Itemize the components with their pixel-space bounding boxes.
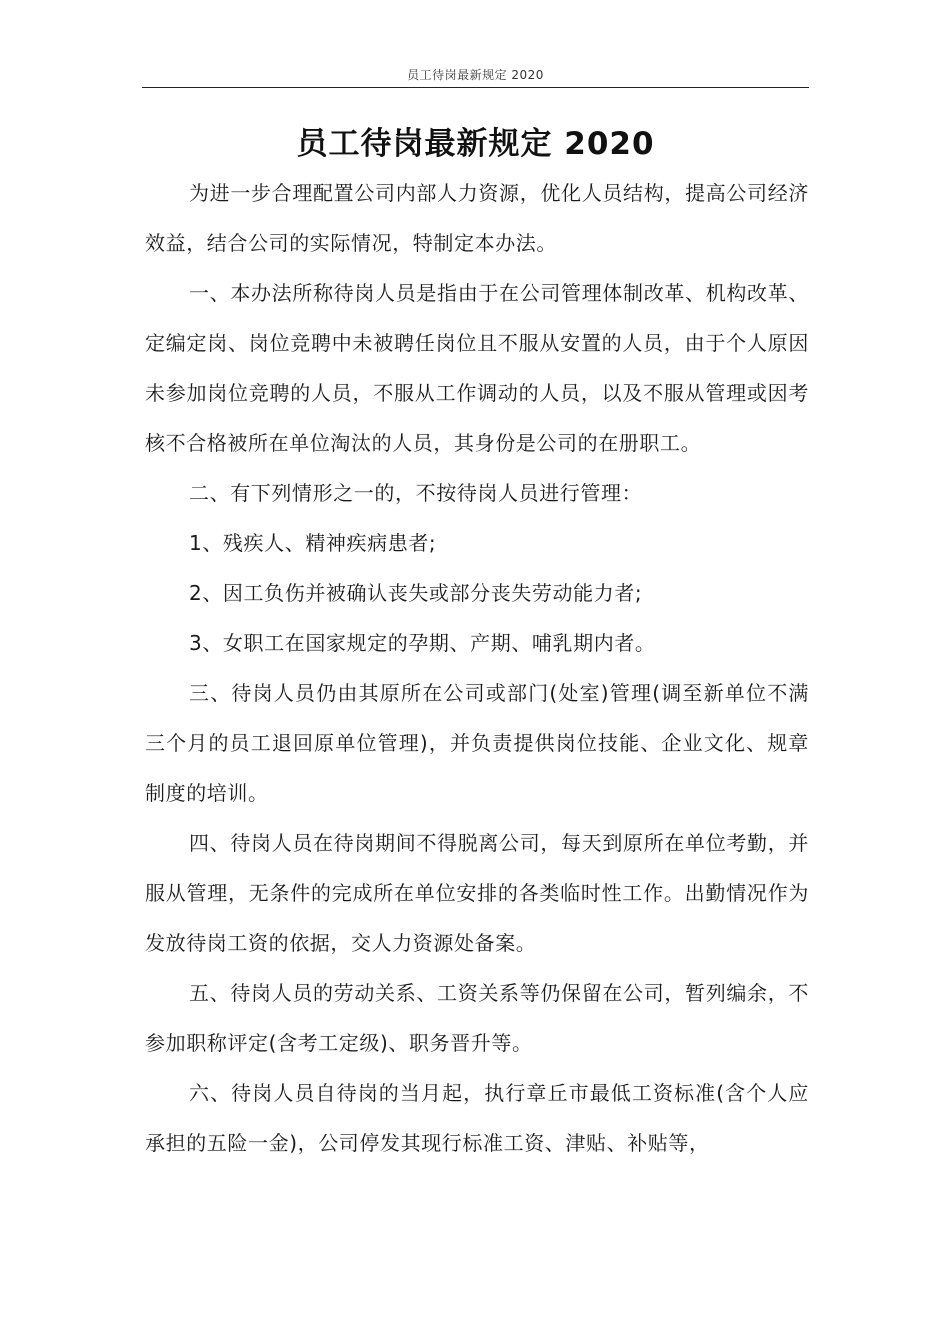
paragraph-article-6: 六、待岗人员自待岗的当月起，执行章丘市最低工资标准(含个人应承担的五险一金)，公司停发其现行标准工资、津贴、补贴等， (145, 1081, 809, 1155)
paragraph-article-2: 二、有下列情形之一的，不按待岗人员进行管理： (189, 481, 643, 505)
document-body (145, 168, 809, 1168)
paragraph-article-3: 三、待岗人员仍由其原所在公司或部门(处室)管理(调至新单位不满三个月的员工退回原单位管理)，并负责提供岗位技能、企业文化、规章制度的培训。 (145, 681, 809, 805)
list-item-exception-1: 1、残疾人、精神疾病患者; (189, 531, 437, 555)
paragraph-article-1: 一、本办法所称待岗人员是指由于在公司管理体制改革、机构改革、定编定岗、岗位竞聘中未被聘任岗位且不服从安置的人员，由于个人原因未参加岗位竞聘的人员，不服从工作调动的人员，以及不服从管理或因考核不合格被所在单位淘汰的人员，其身份是公司的在册职工。 (145, 281, 809, 455)
paragraph-article-5: 五、待岗人员的劳动关系、工资关系等仍保留在公司，暂列编余，不参加职称评定(含考工定级)、职务晋升等。 (145, 981, 809, 1055)
header-divider (142, 87, 809, 88)
paragraph-article-4: 四、待岗人员在待岗期间不得脱离公司，每天到原所在单位考勤，并服从管理，无条件的完成所在单位安排的各类临时性工作。出勤情况作为发放待岗工资的依据，交人力资源处备案。 (145, 831, 809, 955)
list-item-exception-2: 2、因工负伤并被确认丧失或部分丧失劳动能力者; (189, 581, 643, 605)
running-header: 员工待岗最新规定 2020 (407, 68, 544, 82)
list-item-exception-3: 3、女职工在国家规定的孕期、产期、哺乳期内者。 (189, 631, 656, 655)
document-title: 员工待岗最新规定 2020 (296, 126, 655, 162)
paragraph-intro: 为进一步合理配置公司内部人力资源，优化人员结构，提高公司经济效益，结合公司的实际情况，特制定本办法。 (145, 181, 809, 255)
